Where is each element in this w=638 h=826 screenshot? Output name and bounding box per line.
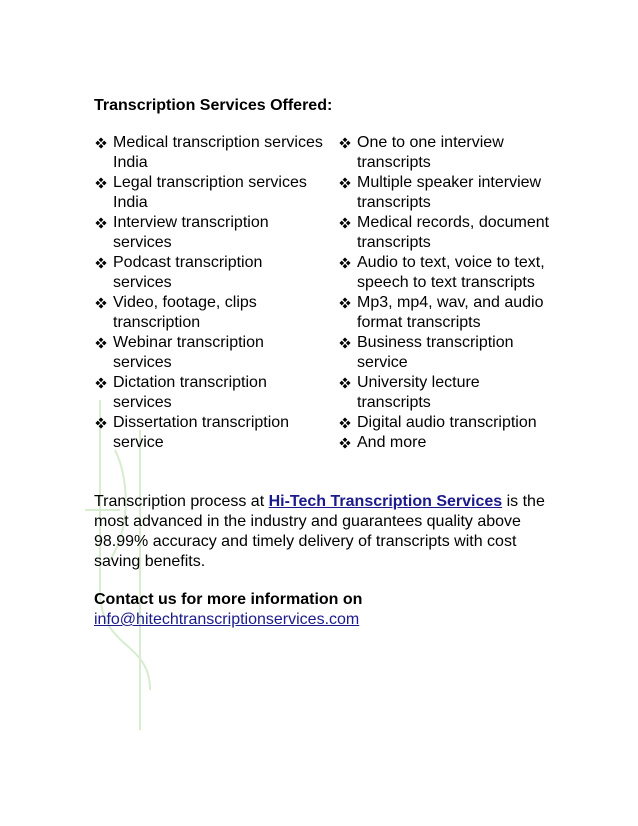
left-service-item [94,373,324,413]
right-services-list [338,133,553,453]
company-link[interactable]: Hi-Tech Transcription Services [268,493,503,510]
left-service-item-label: Dictation transcription services [113,374,267,411]
right-service-item-label: University lecture transcripts [357,374,480,411]
four-diamond-bullet-icon [94,133,111,153]
left-services-list [94,133,324,453]
right-service-item [338,293,553,333]
four-diamond-bullet-icon [94,213,111,233]
right-service-item [338,413,553,433]
right-service-item-label: And more [357,434,427,451]
four-diamond-bullet-icon [338,433,355,453]
left-service-item-label: Medical transcription services India [113,134,323,171]
left-service-item-label: Dissertation transcription service [113,414,290,451]
left-service-item [94,293,324,333]
right-service-item [338,173,553,213]
four-diamond-bullet-icon [94,413,111,433]
four-diamond-bullet-icon [338,293,355,313]
four-diamond-bullet-icon [94,293,111,313]
right-service-item-label: Medical records, document transcripts [357,214,550,251]
left-service-item-label: Webinar transcription services [113,334,264,371]
left-service-item [94,173,324,213]
four-diamond-bullet-icon [94,333,111,353]
four-diamond-bullet-icon [338,413,355,433]
four-diamond-bullet-icon [94,173,111,193]
left-service-item [94,213,324,253]
right-service-item-label: Business transcription service [357,334,514,371]
right-service-item-label: Multiple speaker interview transcripts [357,174,542,211]
right-service-item-label: Mp3, mp4, wav, and audio format transcripts [357,294,544,331]
right-service-item-label: Audio to text, voice to text, speech to text transcripts [357,254,545,291]
four-diamond-bullet-icon [338,373,355,393]
right-service-item-label: Digital audio transcription [357,414,537,431]
right-service-item [338,333,553,373]
four-diamond-bullet-icon [338,173,355,193]
contact-lead: Contact us for more information on [94,591,363,608]
process-text-after: is the most advanced in the industry and guarantees quality above 98.99% accuracy and timely delivery of transcripts with cost saving benefits. [94,493,545,570]
right-service-item-label: One to one interview transcripts [357,134,504,171]
four-diamond-bullet-icon [338,253,355,273]
right-service-item [338,213,553,253]
four-diamond-bullet-icon [94,253,111,273]
left-service-item-label: Video, footage, clips transcription [113,294,257,331]
four-diamond-bullet-icon [94,373,111,393]
email-link[interactable]: info@hitechtranscriptionservices.com [94,611,360,628]
process-text-before: Transcription process at [94,493,269,510]
left-service-item [94,253,324,293]
left-service-item-label: Interview transcription services [113,214,269,251]
left-service-item [94,333,324,373]
left-service-item-label: Legal transcription services India [113,174,307,211]
four-diamond-bullet-icon [338,133,355,153]
process-paragraph [94,492,554,572]
right-service-item [338,253,553,293]
left-service-item-label: Podcast transcription services [113,254,263,291]
left-service-item [94,133,324,173]
right-service-item [338,373,553,413]
contact-paragraph [94,590,554,630]
right-service-item [338,133,553,173]
section-heading: Transcription Services Offered: [94,97,333,114]
four-diamond-bullet-icon [338,333,355,353]
four-diamond-bullet-icon [338,213,355,233]
left-service-item [94,413,324,453]
right-service-item [338,433,553,453]
